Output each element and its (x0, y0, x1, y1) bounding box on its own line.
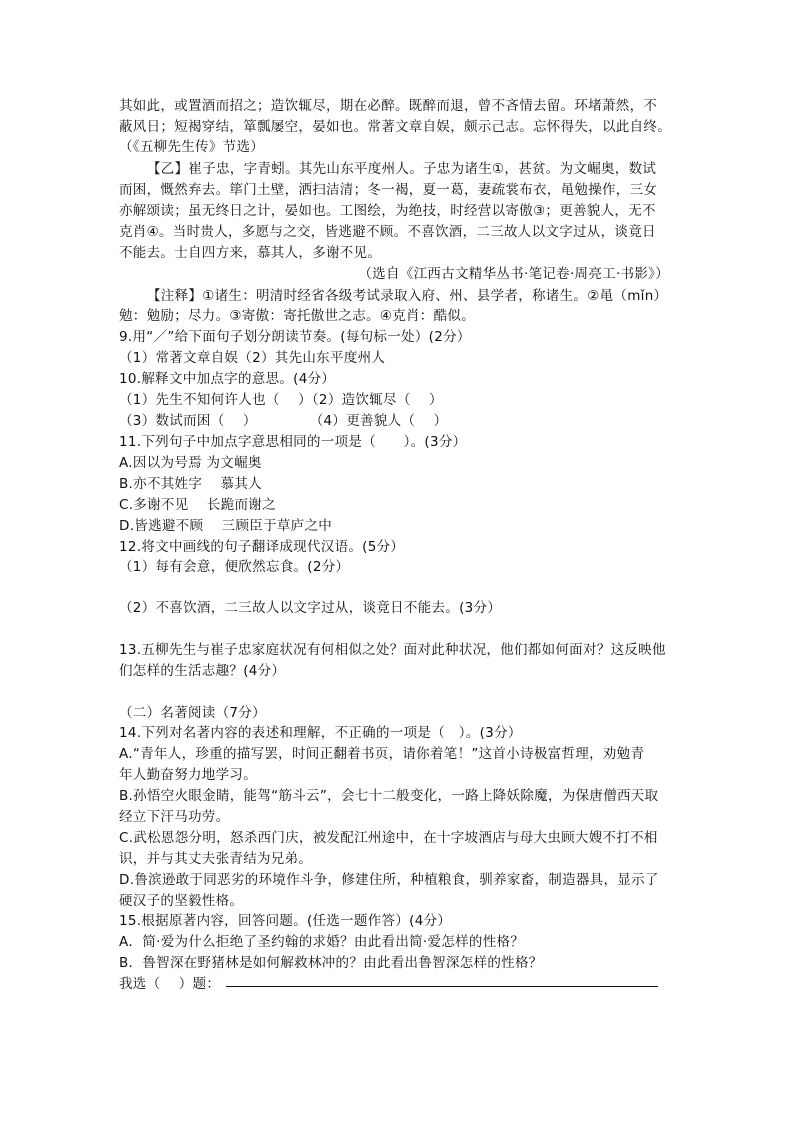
question-11-stem: 11.下列句子中加点字意思相同的一项是（ ）。(3分） (119, 434, 467, 450)
question-15-choice-label: 我选（ ）题： (119, 976, 221, 992)
passage-yi-line: 【乙】崔子忠，字青蚓。其先山东平度州人。子忠为诸生①，甚贫。为文崛奥，数试 (147, 161, 657, 177)
passage-yi-source: （选自《江西古文精华丛书·笔记卷·周亮工·书影》） (358, 266, 669, 282)
notes-line: 勉：勉励；尽力。③寄傲：寄托傲世之志。④克肖：酷似。 (119, 308, 476, 324)
question-11-option-c: C.多谢不见 长跪而谢之 (119, 497, 276, 513)
section-title: （二）名著阅读（7分） (119, 705, 266, 721)
passage-jia-line: 其如此，或置酒而招之；造饮辄尽，期在必醉。既醉而退，曾不吝情去留。环堵萧然，不 (119, 98, 658, 114)
passage-yi-line: 而困，慨然弃去。筚门土壁，洒扫洁清；冬一褐，夏一葛，妻疏裳布衣，黾勉操作，三女 (119, 182, 658, 198)
question-9-items: （1）常著文章自娱（2）其先山东平度州人 (119, 350, 386, 366)
question-12-sentence: （1）每有会意，便欣然忘食。(2分） (119, 559, 350, 575)
notes-line: 【注释】①诸生：明清时经省各级考试录取入府、州、县学者，称诸生。②黾（mǐn） (147, 288, 668, 304)
question-13-line: 13.五柳先生与崔子忠家庭状况有何相似之处？面对此种状况，他们都如何面对？这反映他 (119, 642, 666, 658)
question-10-row: （3）数试而困（ ） （4）更善貌人（ ） (119, 413, 448, 429)
question-13-line: 们怎样的生活志趣？(4分） (119, 663, 286, 679)
question-11-option-b: B.亦不其姓字 慕其人 (119, 476, 262, 492)
question-15-option-b: B．鲁智深在野猪林是如何解救林冲的？由此看出鲁智深怎样的性格？ (119, 955, 543, 971)
question-11-option-d: D.皆逃避不顾 三顾臣于草庐之中 (119, 518, 333, 534)
passage-jia-line: 蔽风日；短褐穿结，箪瓢屡空，晏如也。常著文章自娱，颇示己志。忘怀得失，以此自终。 (119, 119, 671, 135)
question-14-option-b: B.孙悟空火眼金睛，能驾“筋斗云”，会七十二般变化，一路上降妖除魔，为保唐僧西天取 (119, 788, 659, 804)
question-15-stem: 15.根据原著内容，回答问题。(任选一题作答）(4分） (119, 913, 452, 929)
question-12-sentence: （2）不喜饮酒，二三故人以文字过从，谈竟日不能去。(3分） (119, 600, 502, 616)
question-14-option-c: 识，并与其丈夫张青结为兄弟。 (119, 851, 313, 867)
passage-yi-line: 克肖④。当时贵人，多愿与之交，皆逃避不顾。不喜饮酒，二三故人以文字过从，谈竟日 (119, 224, 656, 240)
passage-yi-line: 亦解颂读；虽无终日之计，晏如也。工图绘，为绝技，时经营以寄傲③；更善貌人，无不 (119, 203, 656, 219)
answer-line[interactable] (226, 986, 658, 987)
question-12-stem: 12.将文中画线的句子翻译成现代汉语。(5分） (119, 539, 405, 555)
question-14-option-d: 硬汉子的坚毅性格。 (119, 893, 244, 909)
question-14-option-a: 年人勤奋努力地学习。 (119, 767, 257, 783)
question-9-stem: 9.用“／”给下面句子划分朗读节奏。(每句标一处）(2分） (119, 329, 471, 345)
question-10-row: （1）先生不知何许人也（ ）（2）造饮辄尽（ ） (119, 392, 443, 408)
question-14-option-c: C.武松恩怨分明，怒杀西门庆，被发配江州途中，在十字坡酒店与母大虫顾大嫂不打不相 (119, 830, 658, 846)
passage-jia-source: （《五柳先生传》节选） (119, 139, 265, 155)
question-11-option-a: A.因以为号焉 为文崛奥 (119, 455, 262, 471)
question-14-option-a: A.“青年人，珍重的描写罢，时间正翻着书页，请你着笔！”这首小诗极富哲理，劝勉青 (119, 746, 645, 762)
question-14-option-b: 经立下汗马功劳。 (119, 809, 230, 825)
question-10-stem: 10.解释文中加点字的意思。(4分） (119, 371, 336, 387)
question-14-stem: 14.下列对名著内容的表述和理解，不正确的一项是（ ）。(3分） (119, 725, 522, 741)
question-15-option-a: A．简·爱为什么拒绝了圣约翰的求婚？由此看出简·爱怎样的性格？ (119, 934, 525, 950)
passage-yi-line: 不能去。士自四方来，慕其人，多谢不见。 (119, 245, 382, 261)
question-14-option-d: D.鲁滨逊敢于同恶劣的环境作斗争，修建住所，种植粮食，驯养家畜，制造器具，显示了 (119, 872, 659, 888)
